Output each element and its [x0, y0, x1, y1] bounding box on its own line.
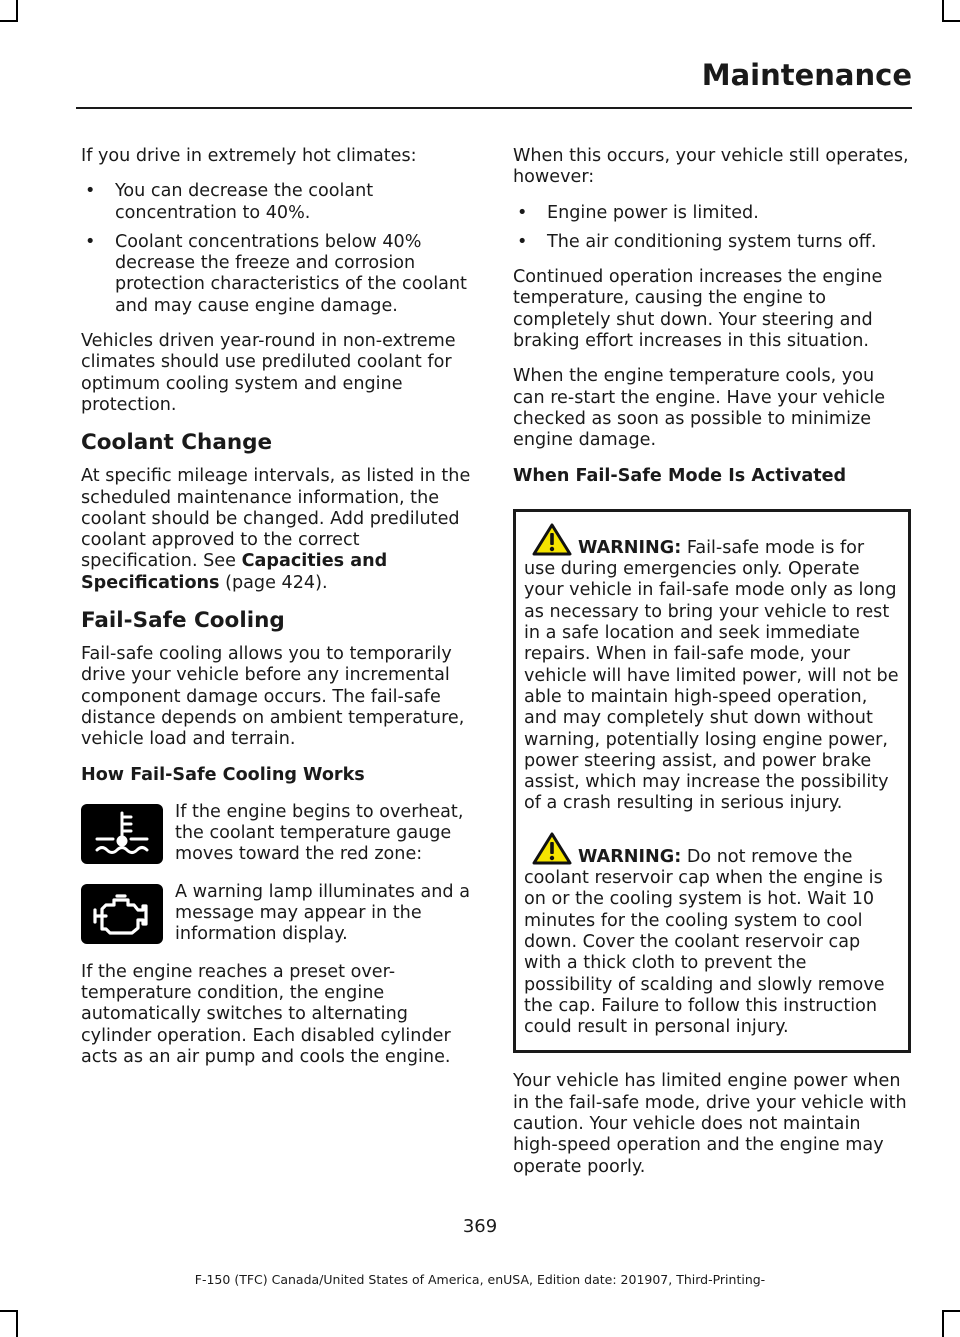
fail-safe-paragraph: Fail-safe cooling allows you to temporarily drive your vehicle before any incremental component damage occurs. The fail-safe distance depends on ambient temperature, vehicle load and terrain.: [81, 644, 465, 750]
continued-operation-paragraph: Continued operation increases the engine temperature, causing the engine to completely shut down. Your steering and braking effort increases in this situation.: [513, 267, 883, 352]
warning-lamp-text: A warning lamp illuminates and a message may appear in the information display.: [175, 881, 470, 945]
warning-box: [513, 509, 911, 1054]
coolant-change-text: At specific mileage intervals, as listed in the scheduled maintenance information, the coolant should be changed. Add prediluted coolant approved to the correct specification. See: [81, 466, 471, 572]
left-column: [81, 146, 477, 1082]
hot-climates-list: [81, 181, 477, 317]
crop-mark: [942, 1310, 960, 1312]
right-column: [513, 146, 909, 1192]
coolant-gauge-row: [81, 802, 477, 868]
header-rule: [76, 107, 912, 109]
list-item: • Coolant concentrations below 40% decrease the freeze and corrosion protection characteristics of the coolant and may cause engine damage.: [81, 232, 477, 317]
warning-reservoir-cap: [524, 831, 900, 1039]
coolant-change-heading: Coolant Change: [81, 430, 273, 456]
warning-label: WARNING:: [578, 846, 682, 867]
warning-lamp-row: [81, 882, 477, 948]
limited-power-paragraph: Your vehicle has limited engine power when in the fail-safe mode, drive your vehicle with caution. Your vehicle does not maintain high-speed operation and the engine may operate poorly.: [513, 1071, 907, 1177]
crop-mark: [942, 0, 944, 20]
crop-mark: [942, 20, 960, 22]
warning-text: Do not remove the coolant reservoir cap when the engine is on or the cooling system is hot. Wait 10 minutes for the cooling system to cool down. Cover the coolant reservoir cap with a thick cloth to prevent the possibility of scalding and slowly remove the cap. Failure to follow this instruction could result in personal injury.: [524, 846, 885, 1038]
footer-text: F-150 (TFC) Canada/United States of America, enUSA, Edition date: 201907, Third-Printing-: [194, 1272, 766, 1287]
capacities-link[interactable]: Capacities and Specifications: [81, 551, 388, 593]
list-item: • The air conditioning system turns off.: [513, 232, 909, 253]
page-number: 369: [462, 1216, 498, 1237]
coolant-temperature-icon: [81, 804, 163, 864]
crop-mark: [16, 0, 18, 20]
crop-mark: [942, 1310, 944, 1337]
non-extreme-paragraph: Vehicles driven year-round in non-extreme climates should use prediluted coolant for optimum cooling system and engine protection.: [81, 331, 456, 415]
warning-fail-safe: [524, 522, 900, 815]
still-operates-list: [513, 203, 909, 254]
hot-climates-intro: If you drive in extremely hot climates:: [81, 146, 417, 166]
preset-paragraph: If the engine reaches a preset over-temperature condition, the engine automatically switches to alternating cylinder operation. Each disabled cylinder acts as an air pump and cools the engine.: [81, 961, 451, 1068]
fail-safe-activated-heading: When Fail-Safe Mode Is Activated: [513, 465, 847, 486]
page-reference: (page 424).: [219, 572, 328, 593]
page-title: Maintenance: [701, 58, 912, 92]
coolant-gauge-text: If the engine begins to overheat, the coolant temperature gauge moves toward the red zone:: [175, 801, 464, 865]
list-item: • Engine power is limited.: [513, 203, 909, 224]
fail-safe-cooling-heading: Fail-Safe Cooling: [81, 608, 285, 634]
check-engine-icon: [81, 884, 163, 944]
list-item: • You can decrease the coolant concentration to 40%.: [81, 181, 477, 224]
occurs-paragraph: When this occurs, your vehicle still operates, however:: [513, 146, 909, 188]
how-it-works-heading: How Fail-Safe Cooling Works: [81, 764, 365, 785]
engine-cools-paragraph: When the engine temperature cools, you can re-start the engine. Have your vehicle checked as soon as possible to minimize engine damage.: [513, 366, 886, 451]
coolant-change-paragraph: [81, 466, 477, 594]
warning-label: WARNING:: [578, 537, 682, 558]
warning-triangle-icon: [532, 522, 572, 557]
crop-mark: [16, 1310, 18, 1337]
warning-triangle-icon: [532, 831, 572, 866]
warning-text: Fail-safe mode is for use during emergencies only. Operate your vehicle in fail-safe mode only as long as necessary to bring your vehicle to rest in a safe location and seek immediate repairs. When in fail-safe mode, your vehicle will have limited power, will not be able to maintain high-speed operation, and may completely shut down without warning, potentially losing engine power, power steering assist, and power brake assist, which may increase the possibility of a crash resulting in serious injury.: [524, 537, 899, 814]
crop-mark: [0, 20, 18, 22]
crop-mark: [0, 1310, 18, 1312]
